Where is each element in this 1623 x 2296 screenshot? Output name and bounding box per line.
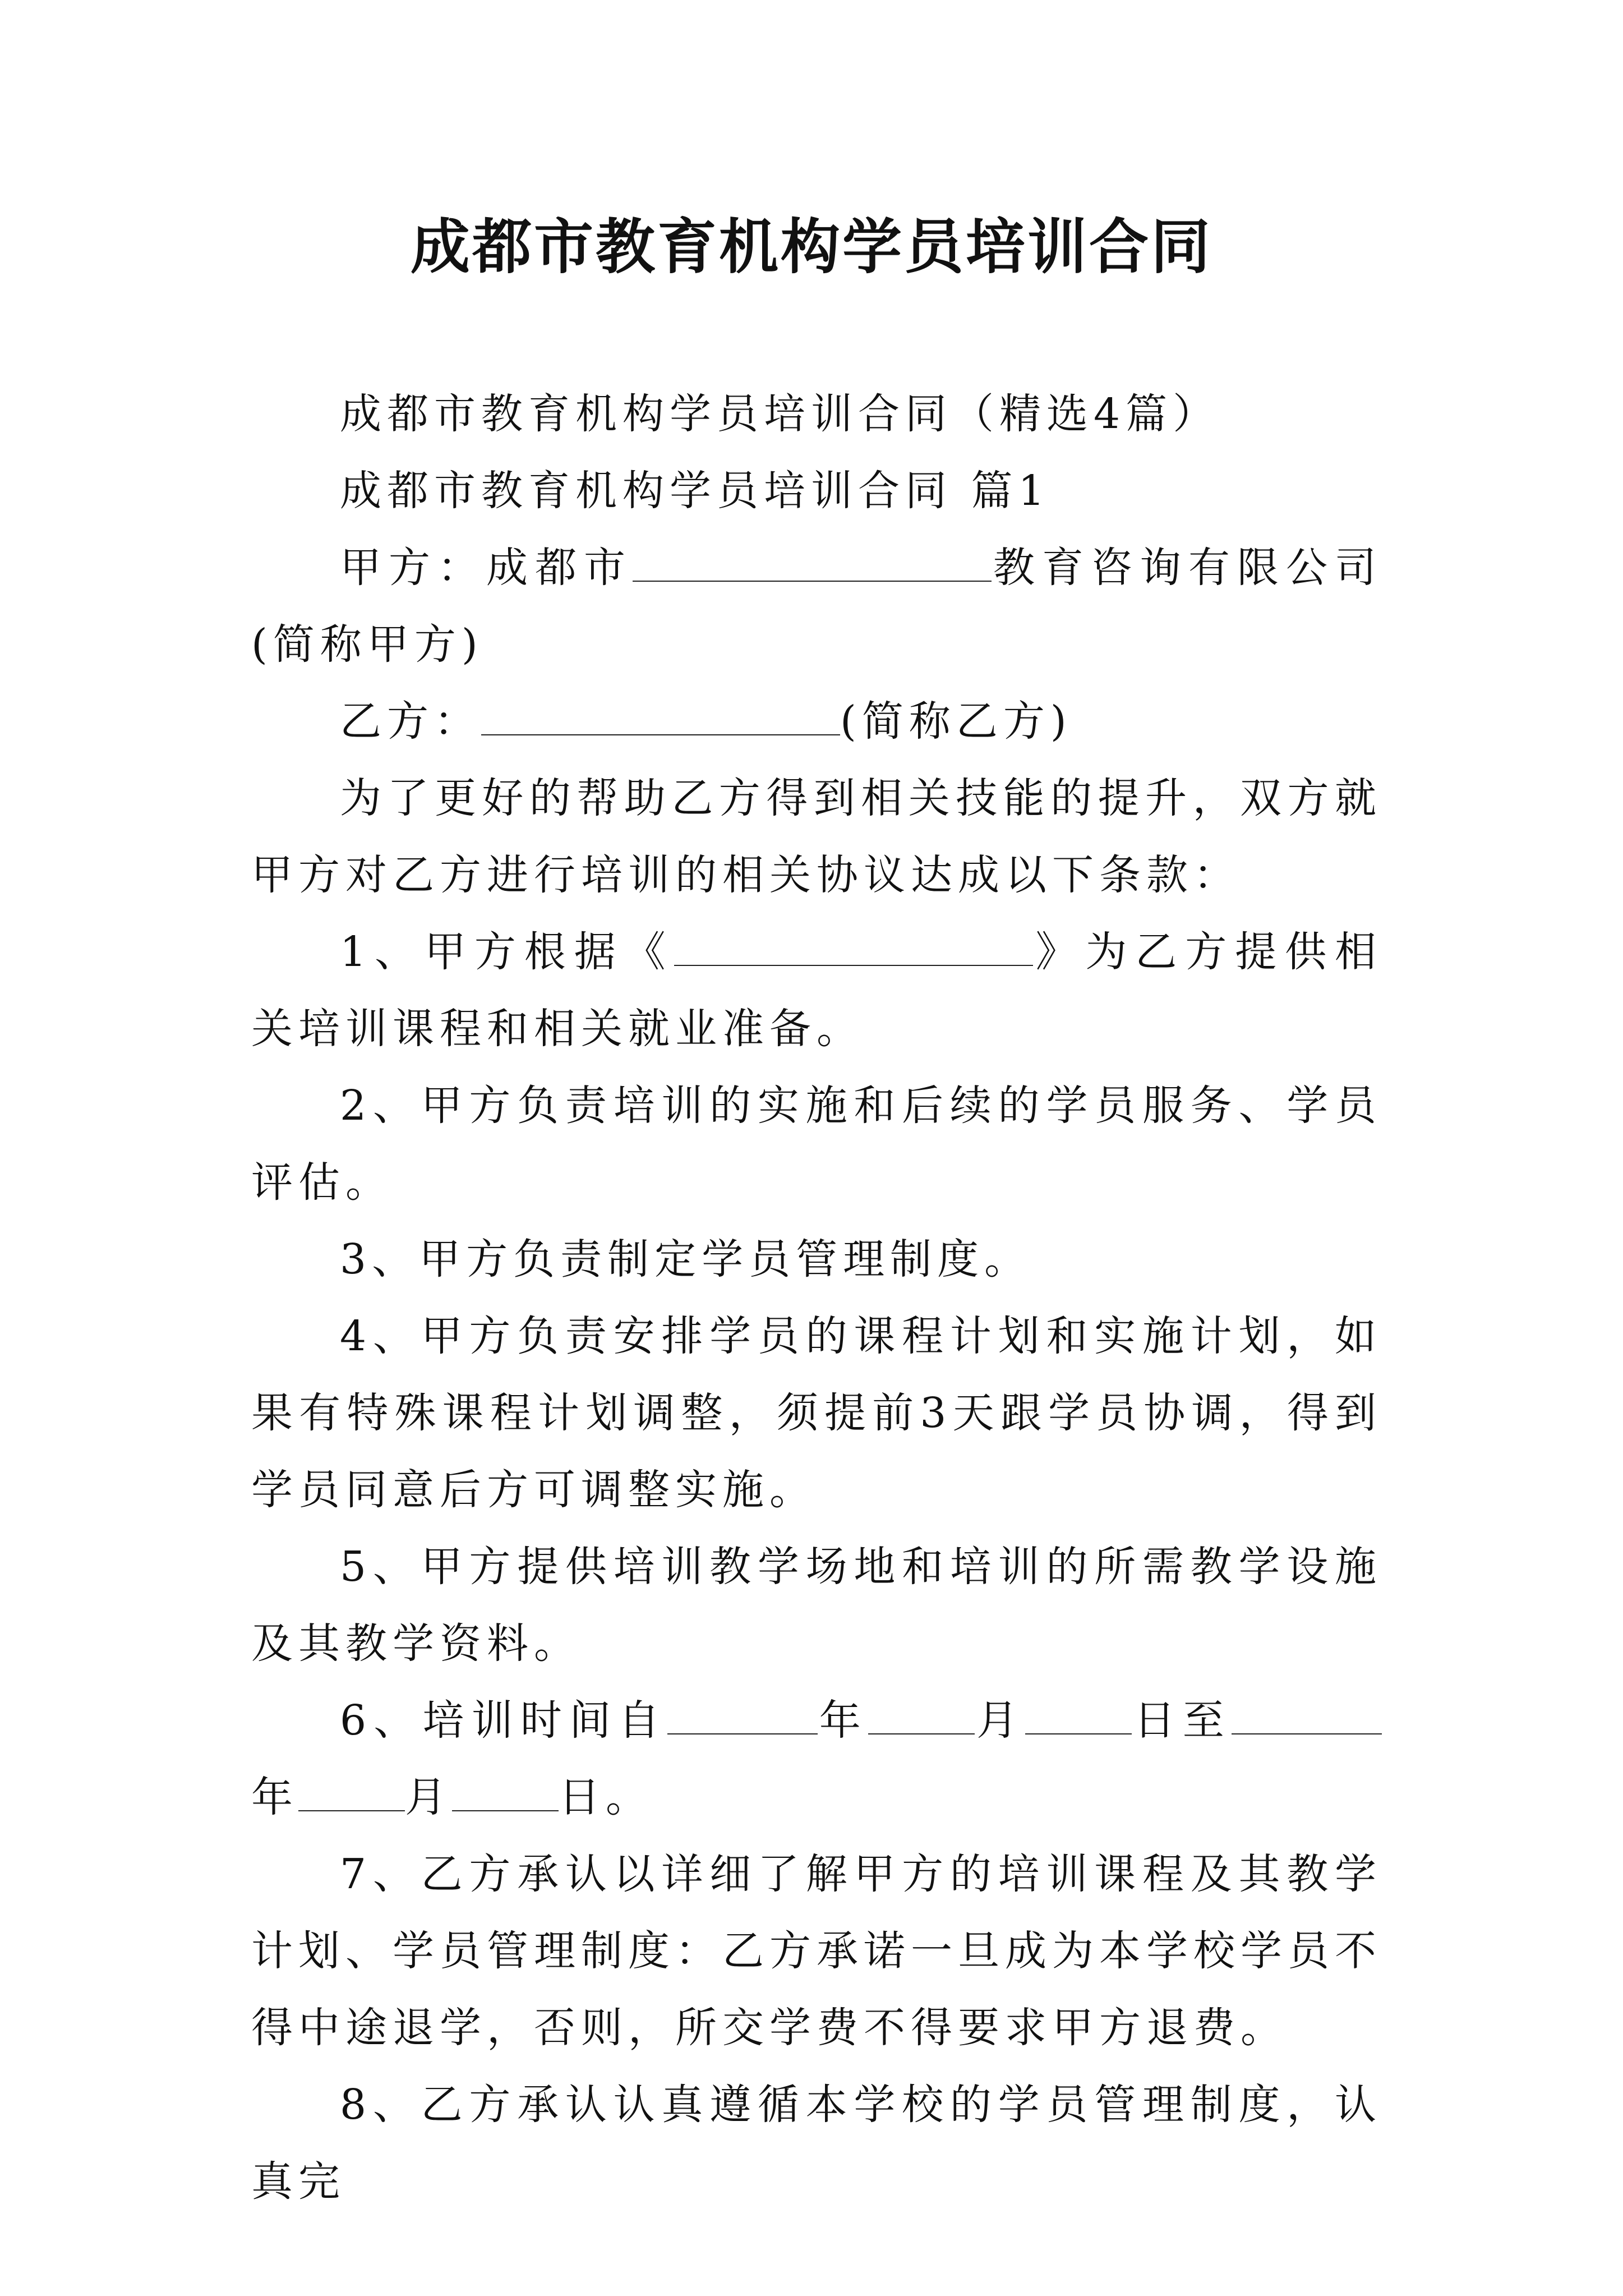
- document-body: [251, 376, 1382, 2220]
- start-year-blank: [667, 1696, 818, 1734]
- party-b-name-blank: [481, 697, 840, 735]
- party-b-line: [251, 683, 1382, 760]
- party-a-suffix: 教育咨询有限公司(简称甲方): [251, 544, 1382, 669]
- clause-6-month2: 月: [405, 1773, 452, 1821]
- clause-6-year1: 年: [817, 1696, 868, 1745]
- clause-5: 5、甲方提供培训教学场地和培训的所需教学设施及其教学资料。: [251, 1543, 1382, 1668]
- end-day-blank: [452, 1773, 559, 1811]
- intro-paragraph: 为了更好的帮助乙方得到相关技能的提升，双方就甲方对乙方进行培训的相关协议达成以下条款：: [251, 774, 1382, 899]
- end-month-blank: [298, 1773, 405, 1811]
- party-a-line: [251, 530, 1382, 683]
- clause-1-blank: [674, 928, 1033, 966]
- clause-1-prefix: 1、甲方根据《: [340, 928, 674, 976]
- start-day-blank: [1025, 1696, 1132, 1734]
- document-title: 成都市教育机构学员培训合同: [411, 211, 1212, 282]
- document-subtitle: 成都市教育机构学员培训合同（精选4篇）: [340, 390, 1220, 438]
- clause-1-suffix: 》为乙方提供相关培训课程和相关就业准备。: [251, 928, 1382, 1053]
- clause-6-day-to: 日至: [1132, 1696, 1232, 1745]
- start-month-blank: [868, 1696, 975, 1734]
- party-a-prefix: 甲方：成都市: [340, 544, 633, 592]
- clause-6-year2: 年: [251, 1773, 298, 1821]
- clause-2: 2、甲方负责培训的实施和后续的学员服务、学员评估。: [251, 1082, 1382, 1207]
- clause-3: 3、甲方负责制定学员管理制度。: [340, 1235, 1032, 1283]
- clause-7: 7、乙方承认以详细了解甲方的培训课程及其教学计划、学员管理制度：乙方承诺一旦成为本学校学员不得中途退学，否则，所交学费不得要求甲方退费。: [251, 1850, 1382, 2052]
- clause-8: 8、乙方承认认真遵循本学校的学员管理制度，认真完: [251, 2081, 1382, 2206]
- clause-6-day2: 日。: [559, 1773, 653, 1821]
- end-year-blank: [1232, 1696, 1382, 1734]
- party-b-suffix: (简称乙方): [840, 697, 1072, 746]
- clause-6-month1: 月: [974, 1696, 1026, 1745]
- clause-4: 4、甲方负责安排学员的课程计划和实施计划，如果有特殊课程计划调整，须提前3天跟学员协调，得到学员同意后方可调整实施。: [251, 1312, 1382, 1514]
- clause-6: [251, 1682, 1382, 1836]
- clause-1: [251, 914, 1382, 1068]
- clause-6-prefix: 6、培训时间自: [340, 1696, 667, 1745]
- party-b-prefix: 乙方：: [340, 697, 481, 746]
- section-heading: 成都市教育机构学员培训合同 篇1: [340, 467, 1050, 515]
- party-a-name-blank: [633, 544, 992, 582]
